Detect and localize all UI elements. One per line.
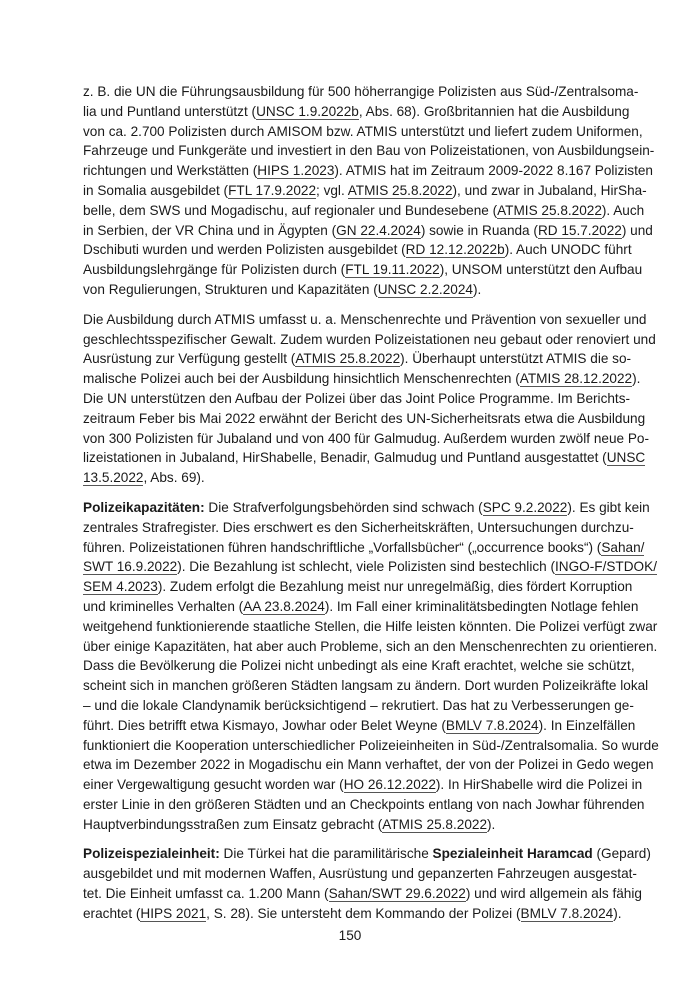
text-line [83, 468, 617, 488]
text-line [83, 429, 649, 449]
source-citation-link[interactable]: HIPS 2021 [140, 905, 207, 921]
text-segment: ), UNSOM unterstützt den Aufbau [439, 262, 643, 278]
text-line [83, 122, 643, 142]
text-segment: von ca. 2.700 Polizisten durch AMISOM bzw. ATMIS unterstützt und liefert zudem Uniformen, [83, 123, 643, 139]
text-segment: Ausbildungslehrgänge für Polizisten durch ( [83, 262, 346, 278]
source-citation-link[interactable]: UNSC 1.9.2022b [256, 103, 359, 119]
text-segment: ) und [621, 222, 653, 238]
text-line [83, 448, 646, 468]
text-segment: ). [613, 905, 622, 921]
text-segment: Die Strafverfolgungsbehörden sind schwach ( [204, 499, 483, 515]
text-line [83, 904, 622, 924]
source-citation-link[interactable]: HIPS 1.2023 [257, 163, 335, 179]
text-segment: ). [632, 371, 641, 387]
text-line [83, 369, 641, 389]
text-segment: ). Überhaupt unterstützt ATMIS die so- [400, 351, 632, 367]
text-segment: und kriminelles Verhalten ( [83, 598, 244, 614]
text-segment: ). Auch [601, 202, 645, 218]
text-segment: über einige Kapazitäten, hat aber auch Probleme, sich an den Menschenrechten zu orientieren. [83, 638, 658, 654]
text-segment: Fahrzeuge und Funkgeräte und investiert in den Bau von Polizeistationen, von Ausbildungsein- [83, 143, 655, 159]
text-line [83, 656, 635, 676]
text-line [83, 349, 632, 369]
text-segment: ). Auch UNODC führt [504, 242, 632, 258]
source-citation-link[interactable]: ATMIS 25.8.2022 [347, 182, 453, 198]
text-segment: richtungen und Werkstätten ( [83, 163, 258, 179]
text-segment: geschlechtsspezifischer Gewalt. Zudem wurden Polizeistationen neu gebaut oder renoviert und [83, 331, 656, 347]
source-citation-link[interactable]: RD 12.12.2022b [405, 242, 505, 258]
text-segment: lia und Puntland unterstützt ( [83, 103, 257, 119]
text-segment: ). Zudem erfolgt die Bezahlung meist nur unregelmäßig, dies fördert Korruption [157, 579, 633, 595]
text-segment: ; vgl. [316, 182, 348, 198]
source-citation-link[interactable]: UNSC [606, 450, 646, 466]
text-segment: ). [472, 281, 482, 297]
text-segment: , Abs. 69). [143, 470, 205, 486]
text-line [83, 221, 653, 241]
text-line [83, 181, 647, 201]
text-line [83, 815, 617, 835]
source-citation-link[interactable]: AA 23.8.2024 [243, 598, 325, 614]
text-segment: , Abs. 68). Großbritannien hat die Ausbildung [358, 103, 630, 119]
text-line [83, 389, 631, 409]
text-segment: (Gepard) [592, 846, 651, 862]
text-segment: Hauptverbindungsstraßen zum Einsatz gebracht ( [83, 816, 383, 832]
source-citation-link[interactable]: BMLV 7.8.2024 [445, 717, 539, 733]
text-segment: ), und zwar in Jubaland, HirSha- [452, 182, 647, 198]
text-segment: , S. 28). Sie untersteht dem Kommando der Polizei ( [206, 905, 521, 921]
source-citation-link[interactable]: Sahan/ [601, 539, 645, 555]
text-segment: ) sowie in Ruanda ( [420, 222, 538, 238]
source-citation-link[interactable]: RD 15.7.2022 [537, 222, 622, 238]
text-segment: z. B. die UN die Führungsausbildung für 500 höherrangige Polizisten aus Süd-/Zentralsoma- [83, 84, 639, 99]
text-segment: ). ATMIS hat im Zeitraum 2009-2022 8.167 Polizisten [334, 163, 653, 179]
text-segment: Dass die Bevölkerung die Polizei nicht unbedingt als eine Kraft erachtet, welche sie schützt, [83, 658, 635, 674]
text-segment: von 300 Polizisten für Jubaland und von 400 für Galmudug. Außerdem wurden zwölf neue Po- [83, 430, 649, 446]
text-segment: tet. Die Einheit umfasst ca. 1.200 Mann ( [83, 886, 329, 902]
text-line [83, 597, 639, 617]
bold-term: Spezialeinheit Haramcad [432, 846, 593, 862]
text-line [83, 201, 645, 221]
text-segment: Die UN unterstützen den Aufbau der Polizei über das Joint Police Programme. Im Berichts- [83, 390, 631, 406]
source-citation-link[interactable]: ATMIS 25.8.2022 [382, 816, 487, 832]
paragraph [83, 498, 659, 835]
text-segment: führt. Dies betrifft etwa Kismayo, Jowhar oder Belet Weyne ( [83, 717, 446, 733]
text-segment: zeitraum Feber bis Mai 2022 erwähnt der Bericht des UN-Sicherheitsrats etwa die Ausbildung [83, 410, 646, 426]
document-body [83, 82, 659, 934]
text-segment: führen. Polizeistationen führen handschriftliche „Vorfallsbücher“ („occurrence books“) ( [83, 539, 602, 555]
text-line [83, 676, 649, 696]
text-line [83, 755, 654, 775]
source-citation-link[interactable]: BMLV 7.8.2024 [520, 905, 614, 921]
text-line [83, 864, 637, 884]
source-citation-link[interactable]: SPC 9.2.2022 [482, 499, 568, 515]
paragraph [83, 310, 656, 488]
text-segment: ). Die Bezahlung ist schlecht, viele Polizisten sind bestechlich ( [177, 559, 556, 575]
source-citation-link[interactable]: Sahan/SWT 29.6.2022 [328, 886, 466, 902]
text-line [83, 637, 658, 657]
source-citation-link[interactable]: HO 26.12.2022 [343, 777, 436, 793]
text-segment: von Regulierungen, Strukturen und Kapazitäten ( [83, 281, 378, 297]
text-line [83, 736, 659, 756]
text-segment: in Serbien, der VR China und in Ägypten ( [83, 222, 337, 238]
text-segment: ). Im Fall einer kriminalitätsbedingten Notlage fehlen [324, 598, 639, 614]
text-segment: Die Türkei hat die paramilitärische [219, 846, 433, 862]
text-line [83, 795, 645, 815]
paragraph [83, 82, 655, 300]
text-segment: weitgehend funktionierende staatliche Stellen, die Hilfe leisten könnten. Die Polizei verfügt zwar [83, 618, 658, 634]
text-line [83, 884, 642, 904]
text-line [83, 696, 634, 716]
text-line [83, 498, 650, 518]
text-segment: erster Linie in den größeren Städten und an Checkpoints entlang von nach Jowhar führenden [83, 796, 645, 812]
text-segment: ). In HirShabelle wird die Polizei in [435, 777, 643, 793]
text-segment: – und die lokale Clandynamik berücksichtigend – rekrutiert. Das hat zu Verbesserungen ge- [83, 697, 634, 713]
source-citation-link[interactable]: FTL 17.9.2022 [228, 182, 317, 198]
bold-term: Polizeikapazitäten: [83, 499, 205, 515]
source-citation-link[interactable]: GN 22.4.2024 [336, 222, 421, 238]
source-citation-link[interactable]: ATMIS 28.12.2022 [519, 371, 633, 387]
text-line [83, 141, 655, 161]
text-segment: in Somalia ausgebildet ( [83, 182, 229, 198]
text-segment: ). In Einzelfällen [538, 717, 636, 733]
text-line [83, 260, 643, 280]
text-line [83, 409, 646, 429]
text-line [83, 518, 634, 538]
source-citation-link[interactable]: ATMIS 25.8.2022 [497, 202, 602, 218]
text-line [83, 310, 647, 330]
page-number: 150 [338, 928, 362, 943]
text-line [83, 240, 632, 260]
paragraph [83, 844, 651, 923]
text-line [83, 330, 656, 350]
source-citation-link[interactable]: UNSC 2.2.2024 [377, 281, 473, 297]
source-citation-link[interactable]: SWT 16.9.2022 [83, 559, 178, 575]
text-segment: Die Ausbildung durch ATMIS umfasst u. a. Menschenrechte und Prävention von sexueller und [83, 311, 647, 327]
text-line [83, 577, 633, 597]
text-segment: zentrales Strafregister. Dies erschwert es den Sicherheitskräften, Untersuchungen durchzu- [83, 519, 634, 535]
text-line [83, 557, 657, 577]
text-segment: einer Vergewaltigung gesucht worden war ( [83, 777, 344, 793]
text-line [83, 716, 636, 736]
text-line [83, 161, 653, 181]
text-line [83, 775, 643, 795]
source-citation-link[interactable]: FTL 19.11.2022 [345, 262, 440, 278]
text-line [83, 617, 658, 637]
text-segment: ). [487, 816, 496, 832]
text-line [83, 280, 617, 300]
source-citation-link[interactable]: 13.5.2022 [83, 470, 144, 486]
text-segment: lizeistationen in Jubaland, HirShabelle, Benadir, Galmudug und Puntland ausgestattet ( [83, 450, 607, 466]
text-segment: Dschibuti wurden und werden Polizisten ausgebildet ( [83, 242, 406, 258]
text-segment: etwa im Dezember 2022 in Mogadischu ein Mann verhaftet, der von der Polizei in Gedo wegen [83, 757, 654, 773]
text-line [83, 844, 651, 864]
bold-term: Polizeispezialeinheit: [83, 846, 220, 862]
text-segment: malische Polizei auch bei der Ausbildung hinsichtlich Menschenrechten ( [83, 371, 520, 387]
source-citation-link[interactable]: SEM 4.2023 [83, 579, 158, 595]
text-line [83, 538, 645, 558]
text-segment: funktioniert die Kooperation unterschiedlicher Polizeieinheiten in Süd-/Zentralsomalia. So wurde [83, 737, 659, 753]
source-citation-link[interactable]: ATMIS 25.8.2022 [295, 351, 401, 367]
source-citation-link[interactable]: INGO-F/STDOK/ [555, 559, 657, 575]
text-segment: scheint sich in manchen größeren Städten langsam zu ändern. Dort wurden Polizeikräfte lokal [83, 678, 649, 694]
text-segment: ausgebildet und mit modernen Waffen, Ausrüstung und gepanzerten Fahrzeugen ausgestat- [83, 866, 637, 882]
text-segment: erachtet ( [83, 905, 141, 921]
text-segment: belle, dem SWS und Mogadischu, auf regionaler und Bundesebene ( [83, 202, 498, 218]
text-line [83, 102, 630, 122]
text-segment: ). Es gibt kein [567, 499, 650, 515]
text-line [83, 82, 639, 102]
text-segment: Ausrüstung zur Verfügung gestellt ( [83, 351, 296, 367]
text-segment: ) und wird allgemein als fähig [465, 886, 642, 902]
